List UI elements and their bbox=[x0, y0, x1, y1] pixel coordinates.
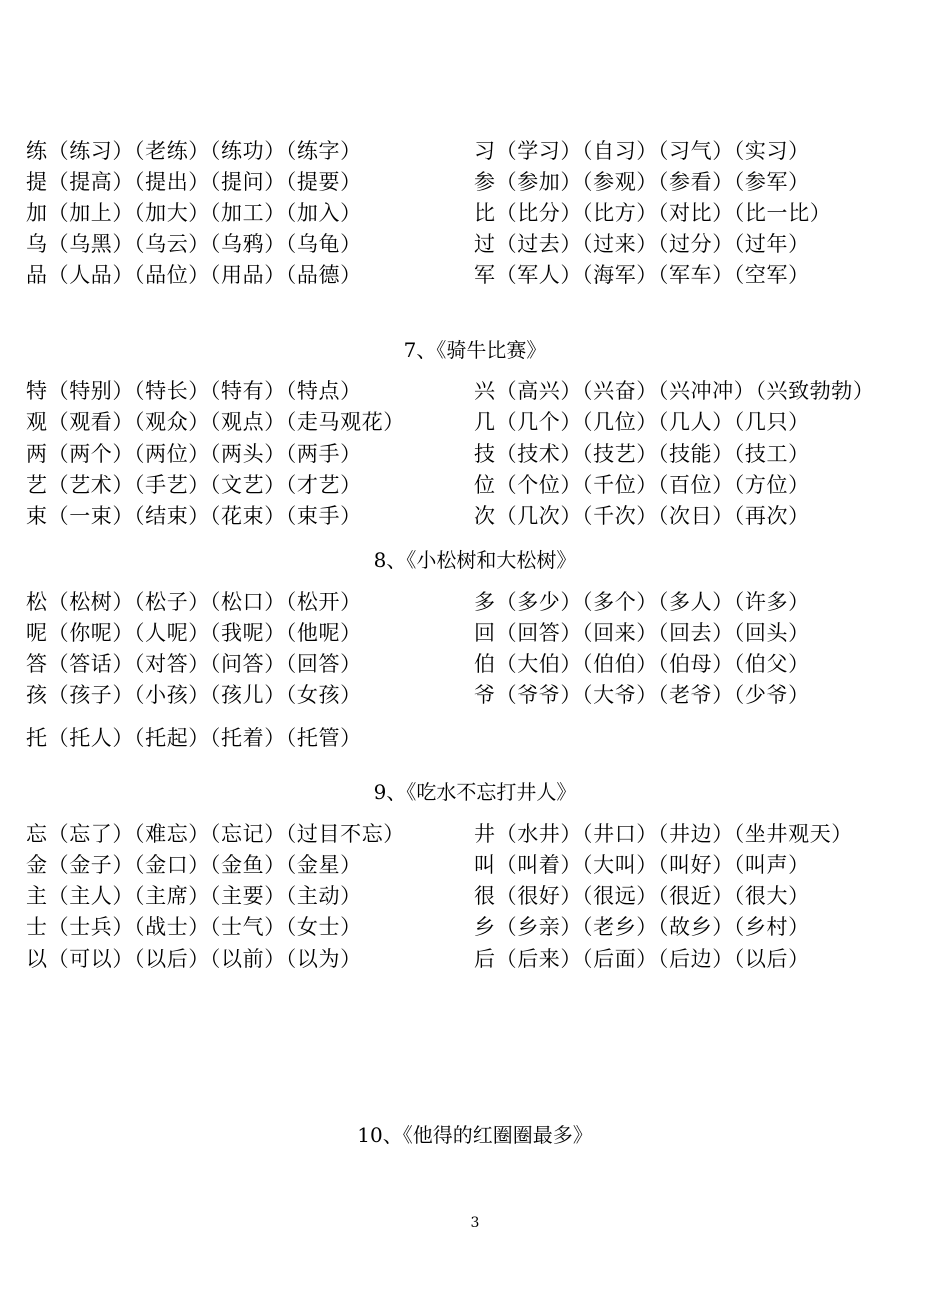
word-row bbox=[0, 881, 950, 911]
word-entry-left: 托（托人）（托起）（托着）（托管） bbox=[26, 726, 362, 750]
word-entry-left: 呢（你呢）（人呢）（我呢）（他呢） bbox=[26, 621, 362, 645]
word-row bbox=[0, 944, 950, 974]
page-number: 3 bbox=[470, 1215, 480, 1231]
word-entry-right: 后（后来）（后面）（后边）（以后） bbox=[474, 947, 810, 971]
word-row bbox=[0, 470, 950, 500]
word-entry-right: 几（几个）（几位）（几人）（几只） bbox=[474, 410, 810, 434]
word-entry-left: 乌（乌黑）（乌云）（乌鸦）（乌龟） bbox=[26, 232, 362, 256]
word-entry-right: 叫（叫着）（大叫）（叫好）（叫声） bbox=[474, 853, 810, 877]
word-row bbox=[0, 439, 950, 469]
word-entry-left: 主（主人）（主席）（主要）（主动） bbox=[26, 884, 362, 908]
lesson-heading: 9、《吃水不忘打井人》 bbox=[373, 780, 577, 804]
word-entry-left: 束（一束）（结束）（花束）（束手） bbox=[26, 504, 362, 528]
word-entry-right: 习（学习）（自习）（习气）（实习） bbox=[474, 139, 810, 163]
word-entry-left: 答（答话）（对答）（问答）（回答） bbox=[26, 652, 362, 676]
word-entry-right: 乡（乡亲）（老乡）（故乡）（乡村） bbox=[474, 915, 810, 939]
word-row bbox=[0, 819, 950, 849]
word-entry-left: 观（观看）（观众）（观点）（走马观花） bbox=[26, 410, 405, 434]
word-row bbox=[0, 723, 950, 753]
word-row bbox=[0, 260, 950, 290]
word-entry-left: 特（特别）（特长）（特有）（特点） bbox=[26, 379, 362, 403]
word-entry-left: 提（提高）（提出）（提问）（提要） bbox=[26, 170, 362, 194]
word-entry-left: 忘（忘了）（难忘）（忘记）（过目不忘） bbox=[26, 822, 405, 846]
word-entry-right: 很（很好）（很远）（很近）（很大） bbox=[474, 884, 810, 908]
lesson-heading: 7、《骑牛比赛》 bbox=[403, 338, 547, 362]
word-row bbox=[0, 167, 950, 197]
word-row bbox=[0, 912, 950, 942]
word-entry-right: 兴（高兴）（兴奋）（兴冲冲）（兴致勃勃） bbox=[474, 379, 875, 403]
word-entry-left: 以（可以）（以后）（以前）（以为） bbox=[26, 947, 362, 971]
word-entry-right: 技（技术）（技艺）（技能）（技工） bbox=[474, 442, 810, 466]
word-row bbox=[0, 229, 950, 259]
word-entry-right: 井（水井）（井口）（井边）（坐井观天） bbox=[474, 822, 853, 846]
word-row bbox=[0, 501, 950, 531]
word-entry-right: 过（过去）（过来）（过分）（过年） bbox=[474, 232, 810, 256]
word-row bbox=[0, 680, 950, 710]
word-entry-right: 次（几次）（千次）（次日）（再次） bbox=[474, 504, 810, 528]
word-entry-right: 军（军人）（海军）（军车）（空军） bbox=[474, 263, 810, 287]
word-row bbox=[0, 407, 950, 437]
word-row bbox=[0, 587, 950, 617]
word-entry-left: 练（练习）（老练）（练功）（练字） bbox=[26, 139, 362, 163]
word-row bbox=[0, 198, 950, 228]
word-row bbox=[0, 136, 950, 166]
word-entry-right: 位（个位）（千位）（百位）（方位） bbox=[474, 473, 810, 497]
word-entry-right: 参（参加）（参观）（参看）（参军） bbox=[474, 170, 810, 194]
word-entry-right: 爷（爷爷）（大爷）（老爷）（少爷） bbox=[474, 683, 810, 707]
word-entry-right: 伯（大伯）（伯伯）（伯母）（伯父） bbox=[474, 652, 810, 676]
word-entry-left: 金（金子）（金口）（金鱼）（金星） bbox=[26, 853, 362, 877]
lesson-heading: 10、《他得的红圈圈最多》 bbox=[357, 1123, 593, 1147]
word-entry-left: 士（士兵）（战士）（士气）（女士） bbox=[26, 915, 362, 939]
word-entry-right: 多（多少）（多个）（多人）（许多） bbox=[474, 590, 810, 614]
lesson-heading: 8、《小松树和大松树》 bbox=[373, 548, 577, 572]
word-entry-left: 松（松树）（松子）（松口）（松开） bbox=[26, 590, 362, 614]
word-entry-left: 艺（艺术）（手艺）（文艺）（才艺） bbox=[26, 473, 362, 497]
word-entry-right: 比（比分）（比方）（对比）（比一比） bbox=[474, 201, 832, 225]
word-entry-left: 孩（孩子）（小孩）（孩儿）（女孩） bbox=[26, 683, 362, 707]
word-entry-left: 品（人品）（品位）（用品）（品德） bbox=[26, 263, 362, 287]
word-row bbox=[0, 649, 950, 679]
word-row bbox=[0, 850, 950, 880]
word-row bbox=[0, 376, 950, 406]
word-row bbox=[0, 618, 950, 648]
word-entry-left: 两（两个）（两位）（两头）（两手） bbox=[26, 442, 362, 466]
word-entry-right: 回（回答）（回来）（回去）（回头） bbox=[474, 621, 810, 645]
word-entry-left: 加（加上）（加大）（加工）（加入） bbox=[26, 201, 362, 225]
